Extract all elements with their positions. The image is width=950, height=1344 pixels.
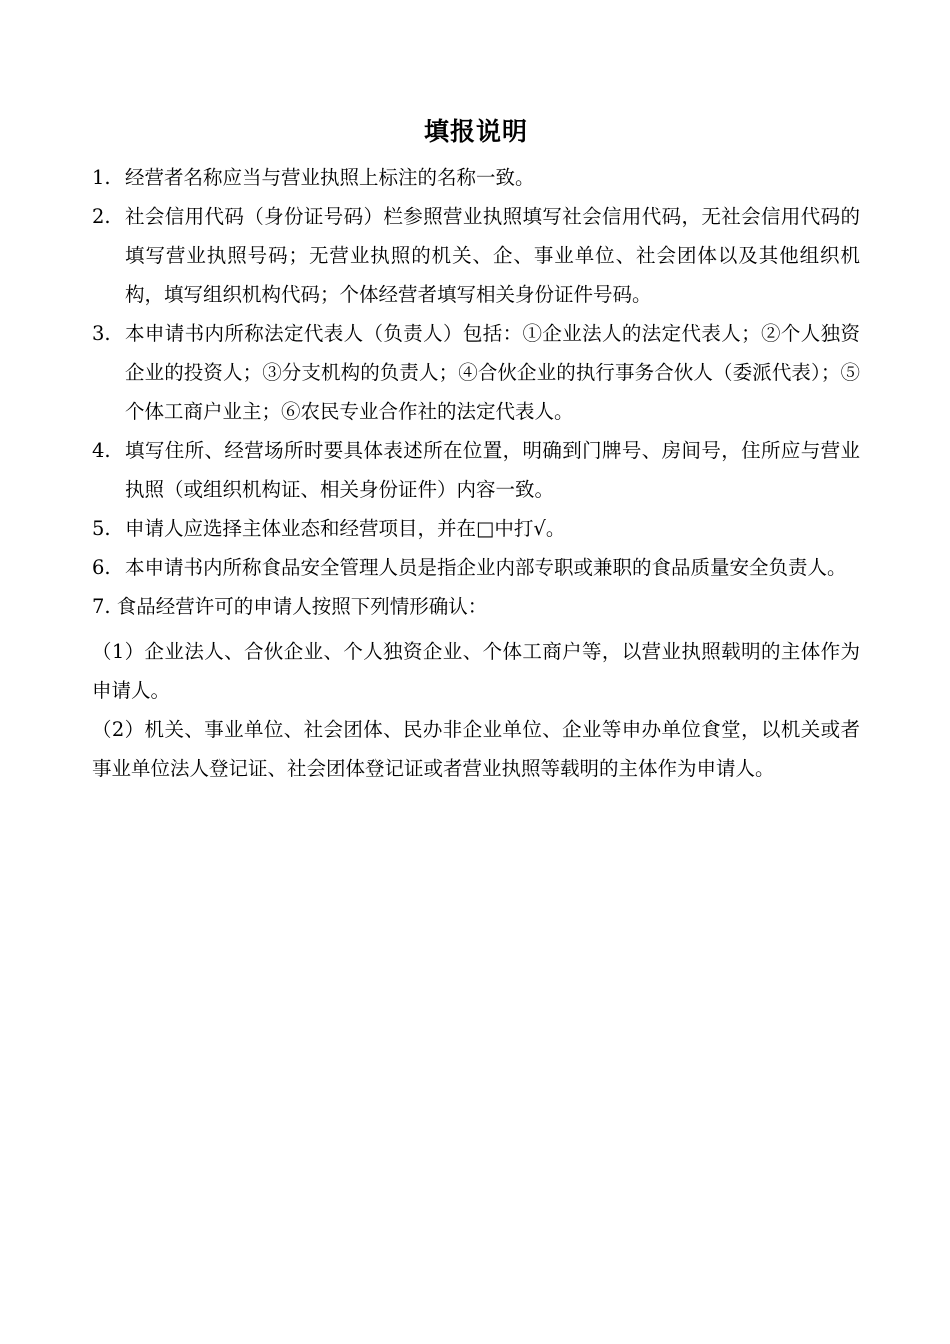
- item-7-case-2: （2）机关、事业单位、社会团体、民办非企业单位、企业等申办单位食堂，以机关或者事业单位法人登记证、社会团体登记证或者营业执照等载明的主体作为申请人。: [92, 718, 860, 780]
- item-number: 3.: [92, 322, 111, 345]
- item-text: 经营者名称应当与营业执照上标注的名称一致。: [125, 166, 535, 189]
- list-item: [92, 548, 860, 587]
- item-text: 申请人应选择主体业态和经营项目，并在□中打√。: [125, 517, 566, 540]
- item-text: 本申请书内所称食品安全管理人员是指企业内部专职或兼职的食品质量安全负责人。: [125, 556, 847, 579]
- item-number: 1.: [92, 166, 111, 189]
- item-number: 6.: [92, 556, 111, 579]
- item-7-heading: 7. 食品经营许可的申请人按照下列情形确认：: [92, 595, 488, 618]
- item-text: 填写住所、经营场所时要具体表述所在位置，明确到门牌号、房间号，住所应与营业执照（或组织机构证、相关身份证件）内容一致。: [125, 439, 860, 501]
- item-number: 5.: [92, 517, 111, 540]
- list-item: [92, 158, 860, 197]
- instruction-list: [92, 158, 860, 587]
- list-item: [92, 431, 860, 509]
- list-item: [92, 197, 860, 314]
- list-item: [92, 509, 860, 548]
- item-number: 4.: [92, 439, 111, 462]
- item-7-case-1: （1）企业法人、合伙企业、个人独资企业、个体工商户等，以营业执照载明的主体作为申请人。: [92, 640, 860, 702]
- list-item: [92, 314, 860, 431]
- item-text: 本申请书内所称法定代表人（负责人）包括：①企业法人的法定代表人；②个人独资企业的投资人；③分支机构的负责人；④合伙企业的执行事务合伙人（委派代表）；⑤个体工商户业主；⑥农民专业合作社的法定代表人。: [125, 322, 860, 423]
- page-title: 填报说明: [423, 117, 528, 146]
- document-page: [92, 112, 860, 788]
- item-number: 2.: [92, 205, 111, 228]
- item-text: 社会信用代码（身份证号码）栏参照营业执照填写社会信用代码，无社会信用代码的填写营业执照号码；无营业执照的机关、企、事业单位、社会团体以及其他组织机构，填写组织机构代码；个体经营者填写相关身份证件号码。: [125, 205, 860, 306]
